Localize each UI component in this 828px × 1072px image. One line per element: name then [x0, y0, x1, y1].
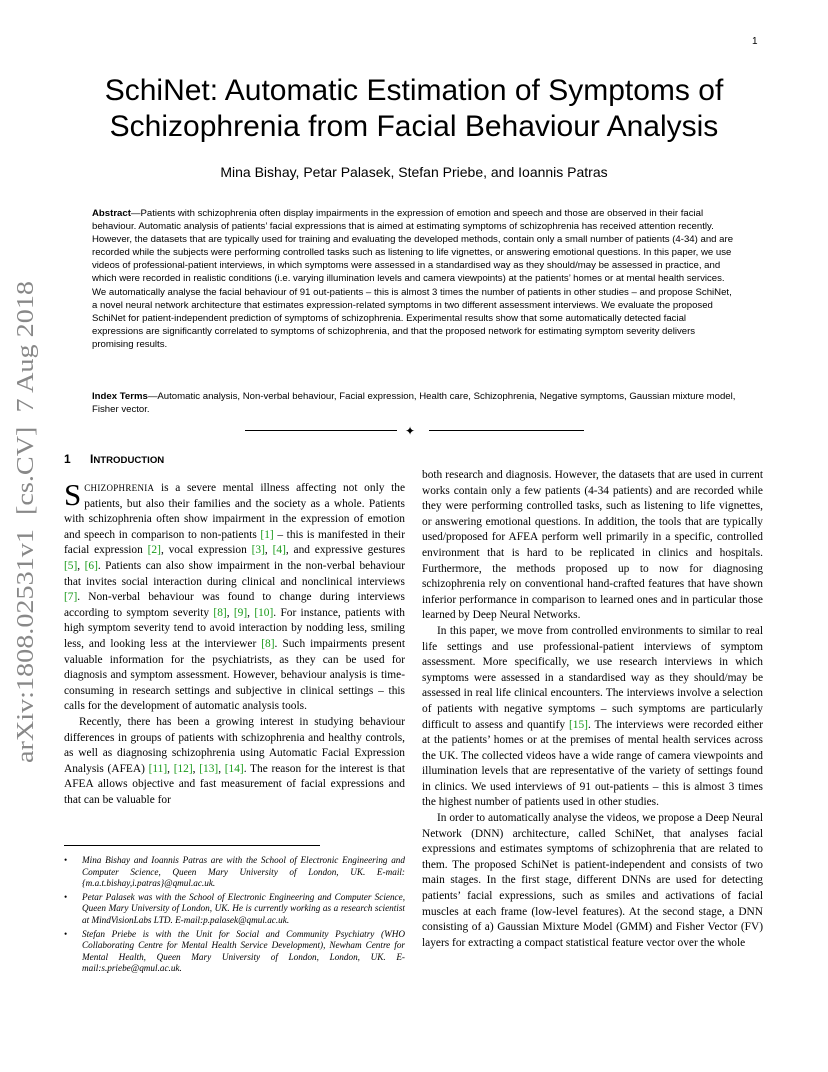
index-terms [92, 390, 736, 416]
left-column [64, 477, 406, 808]
citation-link[interactable]: [15] [568, 718, 588, 731]
text-run: , [77, 559, 85, 572]
title-line-2: Schizophrenia from Facial Behaviour Analysis [109, 110, 719, 143]
text-run: In this paper, we move from controlled environments to similar to real life settings and use professional-patient interviews of symptom assessment. More specifically, we use research interviews in which symptoms were assessed in a standardised way as they should/may be assessed in real life clinical encounters. The interviews involve a selection of patients with negative symptoms – such symptoms are particularly difficult to assess and quantify [422, 624, 763, 731]
text-run: , [167, 762, 174, 775]
footnote-text: Stefan Priebe is with the Unit for Social and Community Psychiatry (WHO Collaborating Centre for Mental Health Service Development), Newham Centre for Mental Health, Queen Mary University of London, London, UK. E-mail:s.priebe@qmul.ac.uk. [82, 928, 405, 974]
section-title-rest: NTRODUCTION [93, 455, 165, 466]
divider-line-left [245, 430, 397, 431]
text-run: . The interviews were recorded either at the patients’ homes or at the premises of mental health services across the UK. The collected videos have a wide range of camera viewpoints and illumination levels that are representative of the variety of settings found in clinics. We used interviews of 91 out-patients – this is almost 3 times the highest number of patients used in other studies. [422, 718, 763, 809]
intro-paragraph-3: both research and diagnosis. However, the datasets that are used in current works contain only a few patients (4-34 patients) and are recorded while they were performing controlled tasks, such as listening to life vignettes, or answering emotional questions. In addition, the tools that are typically used/proposed for AFEA perform well primarily in a specific, controlled environment that is hard to be replicated in clinics and hospitals. Furthermore, the methods proposed up to now for diagnosing schizophrenia rely on conventional hand-crafted features that have shown inferior performance in comparison to learned ones and in particular those learned by Deep Neural Networks. [422, 469, 763, 622]
divider-line-right [429, 430, 584, 431]
abstract-text: —Patients with schizophrenia often display impairments in the expression of emotion and speech and those are observed in their facial behaviour. Automatic analysis of patients’ facial expressions that is aimed at estimating symptoms of schizophrenia has received attention recently. However, the datasets that are typically used for training and evaluating the developed methods, contain only a small number of patients (4-34) and are recorded while the subjects were performing controlled tasks such as listening to life vignettes, or answering emotional questions. In this paper, we use videos of professional-patient interviews, in which symptoms were assessed in a standardised way as they should/may be assessed in practice, and which were recorded in realistic conditions (i.e. varying illumination levels and camera viewpoints) at the patients’ homes or at mental health services. We automatically analyse the facial behaviour of 91 out-patients – this is almost 3 times the number of patients in other studies – and propose SchiNet, a novel neural network architecture that estimates expression-related symptoms in two different assessment interviews. We evaluate the proposed SchiNet for patient-independent prediction of symptoms of schizophrenia. Experimental results show that some automatically detected facial expressions are significantly correlated to symptoms of schizophrenia, and that the proposed network for estimating symptom severity delivers promising results. [92, 208, 734, 350]
citation-link[interactable]: [13] [199, 762, 219, 775]
bullet-icon: • [64, 855, 68, 865]
citation-link[interactable]: [7] [64, 591, 78, 604]
intro-paragraph-4 [422, 624, 763, 811]
citation-link[interactable]: [11] [148, 762, 168, 775]
citation-link[interactable]: [10] [254, 606, 274, 619]
citation-link[interactable]: [14] [224, 762, 244, 775]
bullet-icon: • [64, 928, 68, 939]
abstract [92, 207, 736, 351]
paper-title [64, 73, 764, 145]
text-run: , [218, 762, 225, 775]
text-run: . Non-verbal behaviour was found to change during interviews according to symptom severity [64, 591, 405, 619]
section-number: 1 [64, 452, 71, 466]
text-run: , [264, 544, 273, 557]
page-number: 1 [752, 36, 758, 47]
arxiv-identifier-stamp [6, 280, 42, 765]
intro-paragraph-1 [64, 477, 406, 715]
bullet-icon: • [64, 891, 68, 902]
text-run: , and expressive gestures [285, 544, 406, 557]
footnote-text: Petar Palasek was with the School of Electronic Engineering and Computer Science, Queen Mary University of London, UK. He is currently working as a research scientist at MindVisionLabs LTD. E-mail:p.palasek@qmul.ac.uk. [82, 891, 405, 925]
title-line-1: SchiNet: Automatic Estimation of Symptoms of [104, 74, 724, 107]
index-terms-text: —Automatic analysis, Non-verbal behaviour, Facial expression, Health care, Schizophrenia, Negative symptoms, Gaussian mixture model, Fisher vector. [92, 391, 736, 416]
divider-diamond-icon: ✦ [405, 424, 416, 438]
intro-paragraph-2 [64, 715, 405, 809]
arxiv-identifier-text: arXiv:1808.02531v1 [cs.CV] 7 Aug 2018 [12, 343, 39, 763]
section-heading-introduction [64, 452, 164, 466]
citation-link[interactable]: [6] [84, 559, 98, 572]
footnote-text: Mina Bishay and Ioannis Patras are with the School of Electronic Engineering and Computer Science, Queen Mary University of London, UK. E-mail:{m.a.t.bishay,i.patras}@qmul.ac.uk. [82, 855, 405, 889]
text-run: , vocal expression [160, 544, 252, 557]
right-column [422, 468, 763, 951]
text-run: Recently, there has been a growing interest in studying behaviour differences in groups of patients with schizophrenia and healthy controls, as well as diagnosing schizophrenia using Automatic Facial Expression Analysis (AFEA) [64, 715, 405, 775]
citation-link[interactable]: [3] [251, 544, 265, 557]
citation-link[interactable]: [2] [147, 544, 161, 557]
citation-link[interactable]: [8] [261, 637, 275, 650]
citation-link[interactable]: [12] [173, 762, 193, 775]
author-list: Mina Bishay, Petar Palasek, Stefan Priebe, and Ioannis Patras [220, 164, 608, 180]
text-run: , [192, 762, 200, 775]
citation-link[interactable]: [1] [260, 528, 274, 541]
citation-link[interactable]: [5] [64, 559, 78, 572]
intro-paragraph-5: In order to automatically analyse the videos, we propose a Deep Neural Network (DNN) architecture, called SchiNet, that analyses facial expressions and estimates symptoms of schizophrenia that are related to them. The proposed SchiNet is patient-independent and consists of two main stages. In the first stage, different DNNs are used for detecting patients’ facial expressions, such as smiles and activations of facial muscles at each frame (low-level features). At the second stage, a DNN consisting of a) Gaussian Mixture Model (GMM) and Fisher Vector (FV) layers for extracting a compact statistical feature vector over the whole [422, 812, 763, 949]
text-run: , [247, 606, 255, 619]
footnote-item [64, 892, 405, 927]
text-run: is a severe mental illness affecting not only the patients, but also their families and the society as a whole. Patients with schizophrenia often show impairment in the expression of emotion and speech in comparison to non-patients [64, 482, 405, 541]
text-run: . Patients can also show impairment in the non-verbal behaviour that invites social interaction during clinical and nonclinical interviews [64, 559, 405, 588]
citation-link[interactable]: [4] [272, 544, 286, 557]
text-run: . Such impairments present valuable information for the psychiatrists, as they can be used for diagnosis and symptom assessment. However, behaviour analysis is time-consuming in research settings and subjective in clinical settings – this calls for the development of automatic analysis tools. [64, 637, 405, 713]
smallcaps-word: CHIZOPHRENIA [84, 483, 155, 493]
text-run: – this is manifested in their facial expression [64, 528, 405, 557]
index-terms-label: Index Terms [92, 391, 148, 402]
citation-link[interactable]: [8] [213, 606, 227, 619]
text-run: . The reason for the interest is that AFEA allows objective and fast measurement of facial expressions and that can be valuable for [64, 762, 406, 806]
abstract-label: Abstract [92, 208, 131, 219]
text-run: . For instance, patients with high symptom severity tend to avoid interaction by nodding less, smiling less, and looking less at the interviewer [64, 606, 405, 650]
section-title-initial: I [90, 452, 94, 466]
text-run: , [226, 606, 234, 619]
drop-cap: S [64, 477, 82, 512]
footnote-rule [64, 845, 320, 846]
section-divider [245, 423, 585, 439]
footnotes [64, 855, 405, 977]
citation-link[interactable]: [9] [233, 606, 248, 619]
footnote-item [64, 855, 405, 890]
footnote-item [64, 929, 405, 975]
